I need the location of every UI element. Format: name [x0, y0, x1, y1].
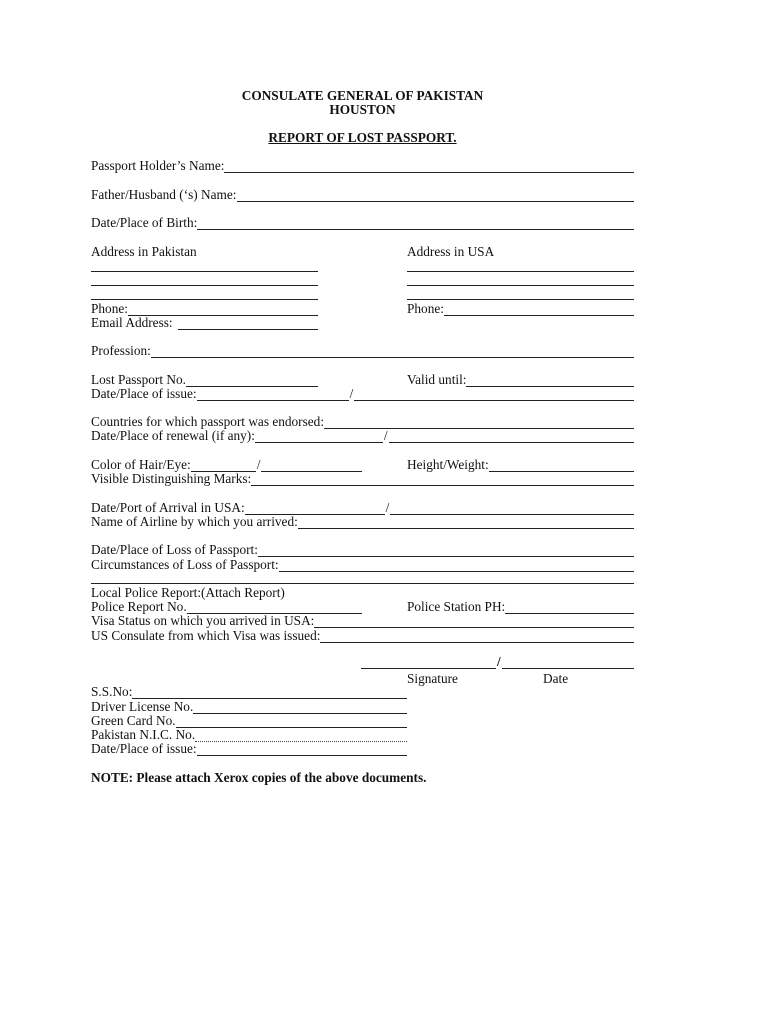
- nic-label: Pakistan N.I.C. No.: [91, 727, 196, 742]
- ssn-row: [91, 684, 407, 699]
- airline-row: [91, 514, 634, 529]
- circumstances-line-2[interactable]: [91, 583, 634, 584]
- renewal-row: [91, 428, 634, 443]
- renewal-date-field[interactable]: [255, 430, 383, 443]
- police-report-label: Local Police Report:(Attach Report): [91, 585, 285, 600]
- us-consulate-label: US Consulate from which Visa was issued:: [91, 628, 321, 643]
- countries-label: Countries for which passport was endorsed:: [91, 414, 325, 429]
- ssn-label: S.S.No:: [91, 684, 133, 699]
- date-field[interactable]: [502, 656, 634, 669]
- phone-pk-row: [91, 301, 318, 316]
- address-pk-line-2[interactable]: [91, 285, 318, 286]
- ssn-field[interactable]: [132, 686, 407, 699]
- us-consulate-field[interactable]: [320, 630, 634, 643]
- profession-row: [91, 343, 634, 358]
- separator: /: [385, 500, 390, 515]
- holder-name-label: Passport Holder’s Name:: [91, 158, 225, 173]
- address-pk-label: Address in Pakistan: [91, 244, 197, 259]
- valid-until-row: [407, 372, 634, 387]
- marks-field[interactable]: [251, 473, 634, 486]
- dob-row: [91, 215, 634, 230]
- dob-label: Date/Place of Birth:: [91, 215, 198, 230]
- issue-date-field[interactable]: [197, 388, 349, 401]
- nic-issue-label: Date/Place of issue:: [91, 741, 197, 756]
- police-no-row: [91, 599, 362, 614]
- nic-issue-row: [91, 741, 407, 756]
- visa-status-field[interactable]: [314, 615, 634, 628]
- lost-no-label: Lost Passport No.: [91, 372, 186, 387]
- holder-name-row: [91, 158, 634, 173]
- address-us-label: Address in USA: [407, 244, 495, 259]
- visa-status-label: Visa Status on which you arrived in USA:: [91, 613, 315, 628]
- renewal-label: Date/Place of renewal (if any):: [91, 428, 255, 443]
- separator: /: [349, 386, 354, 401]
- renewal-place-field[interactable]: [389, 430, 634, 443]
- circumstances-field[interactable]: [279, 559, 634, 572]
- lost-no-row: [91, 372, 318, 387]
- issue-place-field[interactable]: [354, 388, 634, 401]
- form-title: [91, 130, 634, 145]
- email-field[interactable]: [178, 317, 318, 330]
- signature-label: Signature: [407, 671, 458, 686]
- police-no-label: Police Report No.: [91, 599, 187, 614]
- header-consulate: CONSULATE GENERAL OF PAKISTAN: [241, 88, 484, 103]
- father-name-row: [91, 187, 634, 202]
- issue-label: Date/Place of issue:: [91, 386, 197, 401]
- address-pk-line-1[interactable]: [91, 271, 318, 272]
- signature-date-row: [361, 654, 634, 669]
- police-ph-label: Police Station PH:: [407, 599, 506, 614]
- separator: /: [256, 457, 261, 472]
- loss-field[interactable]: [258, 544, 634, 557]
- arrival-label: Date/Port of Arrival in USA:: [91, 500, 245, 515]
- date-label: Date: [543, 671, 569, 686]
- dob-field[interactable]: [197, 217, 634, 230]
- loss-label: Date/Place of Loss of Passport:: [91, 542, 258, 557]
- green-card-row: [91, 713, 407, 728]
- address-us-line-1[interactable]: [407, 271, 634, 272]
- header-city: HOUSTON: [329, 102, 396, 117]
- airline-field[interactable]: [298, 516, 634, 529]
- arrival-row: [91, 500, 634, 515]
- phone-pk-label: Phone:: [91, 301, 128, 316]
- address-us-line-2[interactable]: [407, 285, 634, 286]
- valid-until-label: Valid until:: [407, 372, 467, 387]
- visa-status-row: [91, 613, 634, 628]
- profession-label: Profession:: [91, 343, 151, 358]
- signature-field[interactable]: [361, 656, 496, 669]
- marks-row: [91, 471, 634, 486]
- separator: /: [497, 654, 501, 669]
- phone-us-row: [407, 301, 634, 316]
- form-title-text: REPORT OF LOST PASSPORT.: [268, 130, 457, 145]
- email-label: Email Address:: [91, 315, 173, 330]
- note: NOTE: Please attach Xerox copies of the above documents.: [91, 770, 427, 785]
- driver-row: [91, 699, 407, 714]
- phone-us-field[interactable]: [444, 303, 634, 316]
- us-consulate-row: [91, 628, 634, 643]
- email-row: [91, 315, 318, 330]
- nic-issue-field[interactable]: [197, 743, 407, 756]
- nic-row: [91, 727, 407, 742]
- issue-row: [91, 386, 634, 401]
- phone-us-label: Phone:: [407, 301, 444, 316]
- address-pk-line-3[interactable]: [91, 299, 318, 300]
- hair-eye-row: [91, 457, 362, 472]
- driver-label: Driver License No.: [91, 699, 194, 714]
- height-weight-label: Height/Weight:: [407, 457, 489, 472]
- separator: /: [383, 428, 388, 443]
- holder-name-field[interactable]: [224, 160, 634, 173]
- countries-row: [91, 414, 634, 429]
- marks-label: Visible Distinguishing Marks:: [91, 471, 252, 486]
- father-name-label: Father/Husband (‘s) Name:: [91, 187, 237, 202]
- circumstances-label: Circumstances of Loss of Passport:: [91, 557, 279, 572]
- green-card-label: Green Card No.: [91, 713, 176, 728]
- police-ph-row: [407, 599, 634, 614]
- hair-eye-label: Color of Hair/Eye:: [91, 457, 191, 472]
- circumstances-row: [91, 557, 634, 572]
- father-name-field[interactable]: [237, 189, 635, 202]
- profession-field[interactable]: [151, 345, 634, 358]
- address-us-line-3[interactable]: [407, 299, 634, 300]
- airline-label: Name of Airline by which you arrived:: [91, 514, 298, 529]
- loss-row: [91, 542, 634, 557]
- height-weight-row: [407, 457, 634, 472]
